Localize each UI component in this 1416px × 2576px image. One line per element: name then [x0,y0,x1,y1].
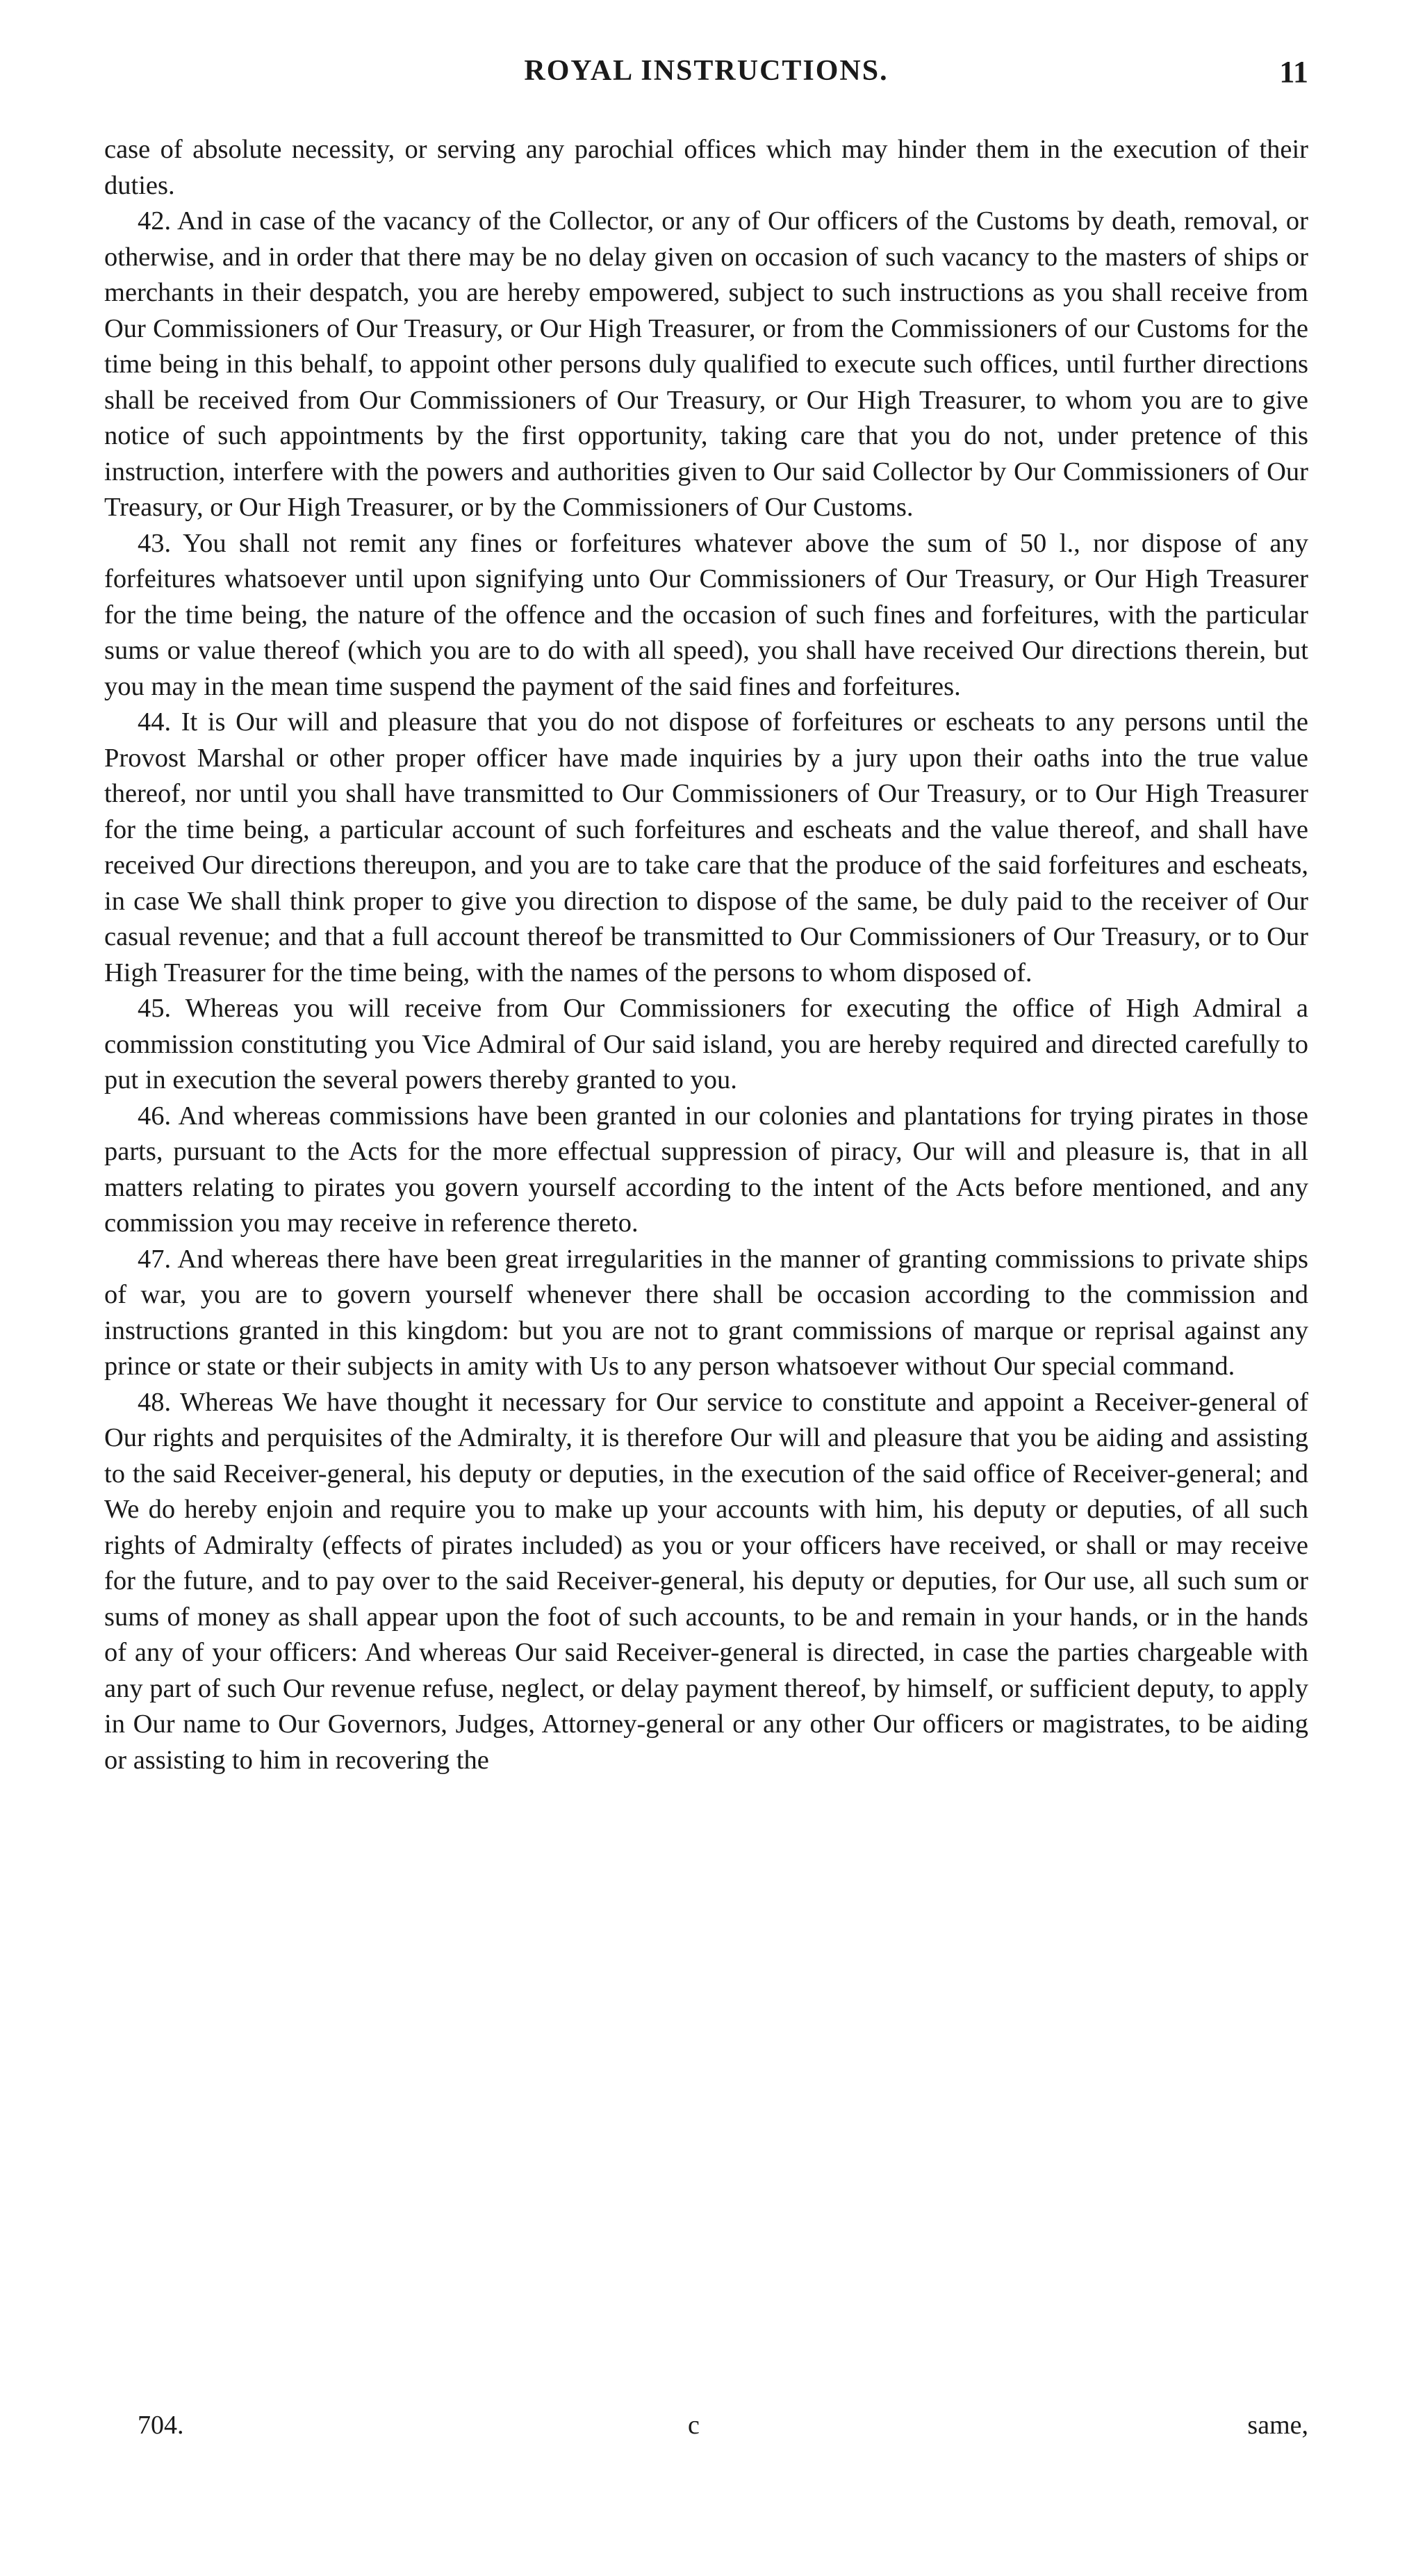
paragraph-number: 46. [138,1101,172,1131]
paragraph-number: 47. [138,1244,172,1274]
paragraph-text: Whereas you will receive from Our Commissioners for executing the office of High Admiral a commission constituting you Vice Admiral of Our said island, you are hereby required and directed carefully to put in execution the several powers thereby granted to you. [104,994,1308,1094]
running-title: ROYAL INSTRUCTIONS. [524,55,889,87]
paragraph-46 [104,1099,1308,1242]
paragraph-number: 43. [138,528,172,558]
paragraph-text: Whereas We have thought it necessary for Our service to constitute and appoint a Receiver-general of Our rights and perquisites of the Admiralty, it is therefore Our will and pleasure that you be aiding and assisting to the said Receiver-general, his deputy or deputies, in the execution of the said office of Receiver-general; and We do hereby enjoin and require you to make up your accounts with him, his deputy or deputies, of all such rights of Admiralty (effects of pirates included) as you or your officers have received, or shall or may receive for the future, and to pay over to the said Receiver-general, his deputy or deputies, for Our use, all such sum or sums of money as shall appear upon the foot of such accounts, to be and remain in your hands, or in the hands of any of your officers: And whereas Our said Receiver-general is directed, in case the parties chargeable with any part of such Our revenue refuse, neglect, or delay payment thereof, by himself, or sufficient deputy, to apply in Our name to Our Governors, Judges, Attorney-general or any other Our officers or magistrates, to be aiding or assisting to him in recovering the [104,1387,1308,1775]
paragraph-text: And whereas commissions have been granted in our colonies and plantations for trying pirates in those parts, pursuant to the Acts for the more effectual suppression of piracy, Our will and pleasure is, that in all matters relating to pirates you govern yourself according to the intent of the Acts before mentioned, and any commission you may receive in reference thereto. [104,1101,1308,1238]
continuation-paragraph: case of absolute necessity, or serving any parochial offices which may hinder them in the execution of their duties. [104,135,1308,200]
paragraph-text: It is Our will and pleasure that you do not dispose of forfeitures or escheats to any persons until the Provost Marshal or other proper officer have made inquiries by a jury upon their oaths into the true value thereof, nor until you shall have transmitted to Our Commissioners of Our Treasury, or to Our High Treasurer for the time being, a particular account of such forfeitures and escheats and the value thereof, and shall have received Our directions thereupon, and you are to take care that the produce of the said forfeitures and escheats, in case We shall think proper to give you direction to dispose of the same, be duly paid to the receiver of Our casual revenue; and that a full account thereof be transmitted to Our Commissioners of Our Treasury, or to Our High Treasurer for the time being, with the names of the persons to whom disposed of. [104,707,1308,987]
paragraph-48 [104,1385,1308,1779]
paragraph-47 [104,1242,1308,1385]
paragraph-text: And in case of the vacancy of the Collector, or any of Our officers of the Customs by death, removal, or otherwise, and in order that there may be no delay given on occasion of such vacancy to the masters of ships or merchants in their despatch, you are hereby empowered, subject to such instructions as you shall receive from Our Commissioners of Our Treasury, or Our High Treasurer, or from the Commissioners of our Customs for the time being in this behalf, to appoint other persons duly qualified to execute such offices, until further directions shall be received from Our Commissioners of Our Treasury, or Our High Treasurer, to whom you are to give notice of such appointments by the first opportunity, taking care that you do not, under pretence of this instruction, interfere with the powers and authorities given to Our said Collector by Our Commissioners of Our Treasury, or Our High Treasurer, or by the Commissioners of Our Customs. [104,206,1308,522]
signature-mark: 704. [138,2411,184,2440]
page-header [104,54,1308,103]
catchword: same, [1247,2411,1308,2440]
sheet-mark: c [688,2411,700,2440]
paragraph-number: 45. [138,994,172,1023]
paragraph-number: 42. [138,206,172,236]
paragraph-42 [104,204,1308,526]
body-text [104,132,1308,1778]
paragraph-45 [104,991,1308,1099]
paragraph-44 [104,705,1308,991]
paragraph-number: 44. [138,707,172,737]
page-footer [104,2410,1308,2452]
paragraph-text: You shall not remit any fines or forfeitures whatever above the sum of 50 l., nor dispose of any forfeitures whatsoever until upon signifying unto Our Commissioners of Our Treasury, or Our High Treasurer for the time being, the nature of the offence and the occasion of such fines and forfeitures, with the particular sums or value thereof (which you are to do with all speed), you shall have received Our directions therein, but you may in the mean time suspend the payment of the said fines and forfeitures. [104,528,1308,701]
page-number: 11 [1279,55,1308,89]
paragraph-number: 48. [138,1387,172,1417]
paragraph-text: And whereas there have been great irregularities in the manner of granting commissions to private ships of war, you are to govern yourself whenever there shall be occasion according to the commission and instructions granted in this kingdom: but you are not to grant commissions of marque or reprisal against any prince or state or their subjects in amity with Us to any person whatsoever without Our special command. [104,1244,1308,1381]
paragraph-43 [104,526,1308,705]
